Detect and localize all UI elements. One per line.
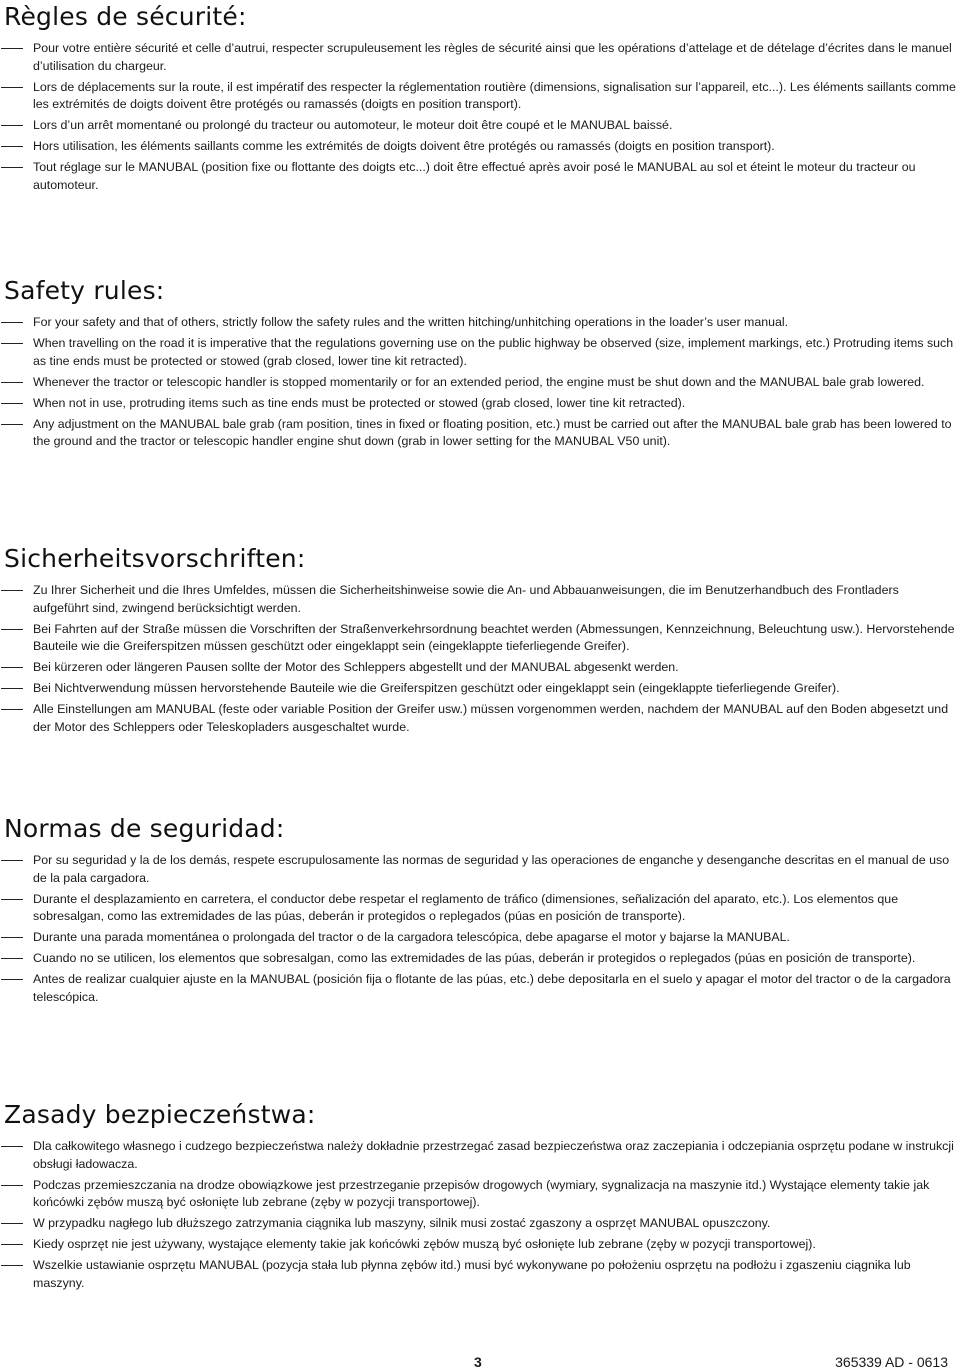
section-heading-de: Sicherheitsvorschriften: [4, 544, 306, 573]
rule-item: Durante una parada momentánea o prolongada del tractor o de la cargadora telescópica, debe apagarse el motor y bajarse la MANUBAL. [0, 929, 960, 947]
rule-item: Dla całkowitego własnego i cudzego bezpieczeństwa należy dokładnie przestrzegać zasad bezpieczeństwa oraz zaczepiania i odczepiania osprzętu podane w instrukcji obsługi ładowacza. [0, 1138, 960, 1173]
section-es [0, 814, 960, 1010]
rule-item: Zu Ihrer Sicherheit und die Ihres Umfeldes, müssen die Sicherheitshinweise sowie die An- und Abbauanweisungen, die im Benutzerhandbuch des Frontladers aufgeführt sind, zwingend berücksichtigt werden. [0, 582, 960, 617]
rule-item: Kiedy osprzęt nie jest używany, wystające elementy takie jak końcówki zębów muszą być osłonięte lub zebrane (zęby w pozycji transportowej). [0, 1236, 960, 1254]
rule-item: Alle Einstellungen am MANUBAL (feste oder variable Position der Greifer usw.) müssen vorgenommen werden, nachdem der MANUBAL auf den Boden abgesetzt und der Motor des Schleppers oder Teleskopladers ausgeschaltet wurde. [0, 701, 960, 736]
page-number: 3 [474, 1354, 482, 1370]
rule-item: Pour votre entière sécurité et celle d’autrui, respecter scrupuleusement les règles de sécurité ainsi que les opérations d’attelage et de dételage d’écrites dans le manuel d’utilisation du chargeur. [0, 40, 960, 75]
section-heading-en: Safety rules: [4, 276, 165, 305]
rule-item: For your safety and that of others, strictly follow the safety rules and the written hitching/unhitching operations in the loader’s user manual. [0, 314, 960, 332]
rule-item: Por su seguridad y la de los demás, respete escrupulosamente las normas de seguridad y las operaciones de enganche y desenganche descritas en el manual de uso de la pala cargadora. [0, 852, 960, 887]
rules-list-es [0, 852, 960, 1006]
section-heading-pl: Zasady bezpieczeństwa: [4, 1100, 316, 1129]
page-footer [0, 1354, 960, 1370]
rule-item: Bei Nichtverwendung müssen hervorstehende Bauteile wie die Greiferspitzen geschützt oder eingeklappt sein (eingeklappte tieferliegende Greifer). [0, 680, 960, 698]
rule-item: Durante el desplazamiento en carretera, el conductor debe respetar el reglamento de tráfico (dimensiones, señalización del aparato, etc.). Los elementos que sobresalgan, como las extremidades de las púas, deberán ir protegidos o replegados (púas en posición de transporte). [0, 891, 960, 926]
section-pl [0, 1100, 960, 1296]
rule-item: When not in use, protruding items such as tine ends must be protected or stowed (grab closed, lower tine kit retracted). [0, 395, 960, 413]
section-heading-es: Normas de seguridad: [4, 814, 285, 843]
rule-item: Bei Fahrten auf der Straße müssen die Vorschriften der Straßenverkehrsordnung beachtet werden (Abmessungen, Kennzeichnung, Beleuchtung usw.). Hervorstehende Bauteile wie die Greiferspitzen müssen geschützt oder eingeklappt sein (eingeklappte tieferliegende Greifer). [0, 621, 960, 656]
rules-list-pl [0, 1138, 960, 1292]
rule-item: Any adjustment on the MANUBAL bale grab (ram position, tines in fixed or floating position, etc.) must be carried out after the MANUBAL bale grab has been lowered to the ground and the tractor or telescopic handler engine shut down (grab in lower setting for the MANUBAL V50 unit). [0, 416, 960, 451]
rules-list-de [0, 582, 960, 736]
rule-item: Antes de realizar cualquier ajuste en la MANUBAL (posición fija o flotante de las púas, etc.) debe depositarla en el suelo y apagar el motor del tractor o de la cargadora telescópica. [0, 971, 960, 1006]
section-en [0, 276, 960, 454]
rules-list-fr [0, 40, 960, 194]
document-reference: 365339 AD - 0613 [835, 1354, 948, 1370]
section-fr [0, 2, 960, 198]
rules-list-en [0, 314, 960, 451]
rule-item: Podczas przemieszczania na drodze obowiązkowe jest przestrzeganie przepisów drogowych (wymiary, sygnalizacja na maszynie itd.) Wystające elementy takie jak końcówki zębów muszą być osłonięte lub zebrane (zęby w pozycji transportowej). [0, 1177, 960, 1212]
section-de [0, 544, 960, 740]
rule-item: Bei kürzeren oder längeren Pausen sollte der Motor des Schleppers abgestellt und der MANUBAL abgesenkt werden. [0, 659, 960, 677]
rule-item: Lors d’un arrêt momentané ou prolongé du tracteur ou automoteur, le moteur doit être coupé et le MANUBAL baissé. [0, 117, 960, 135]
rule-item: When travelling on the road it is imperative that the regulations governing use on the public highway be observed (size, implement markings, etc.) Protruding items such as tine ends must be protected or stowed (grab closed, lower tine kit retracted). [0, 335, 960, 370]
rule-item: Wszelkie ustawianie osprzętu MANUBAL (pozycja stała lub płynna zębów itd.) musi być wykonywane po położeniu osprzętu na podłożu i zgaszeniu ciągnika lub maszyny. [0, 1257, 960, 1292]
rule-item: W przypadku nagłego lub dłuższego zatrzymania ciągnika lub maszyny, silnik musi zostać zgaszony a osprzęt MANUBAL opuszczony. [0, 1215, 960, 1233]
rule-item: Hors utilisation, les éléments saillants comme les extrémités de doigts doivent être protégés ou ramassés (doigts en position transport). [0, 138, 960, 156]
section-heading-fr: Règles de sécurité: [4, 2, 247, 31]
rule-item: Lors de déplacements sur la route, il est impératif des respecter la réglementation routière (dimensions, signalisation sur l’appareil, etc...). Les éléments saillants comme les extrémités de doigts doivent être protégés ou ramassés (doigts en position transport). [0, 79, 960, 114]
rule-item: Tout réglage sur le MANUBAL (position fixe ou flottante des doigts etc...) doit être effectué après avoir posé le MANUBAL au sol et éteint le moteur du tracteur ou automoteur. [0, 159, 960, 194]
rule-item: Whenever the tractor or telescopic handler is stopped momentarily or for an extended period, the engine must be shut down and the MANUBAL bale grab lowered. [0, 374, 960, 392]
rule-item: Cuando no se utilicen, los elementos que sobresalgan, como las extremidades de las púas, deberán ir protegidos o replegados (púas en posición de transporte). [0, 950, 960, 968]
